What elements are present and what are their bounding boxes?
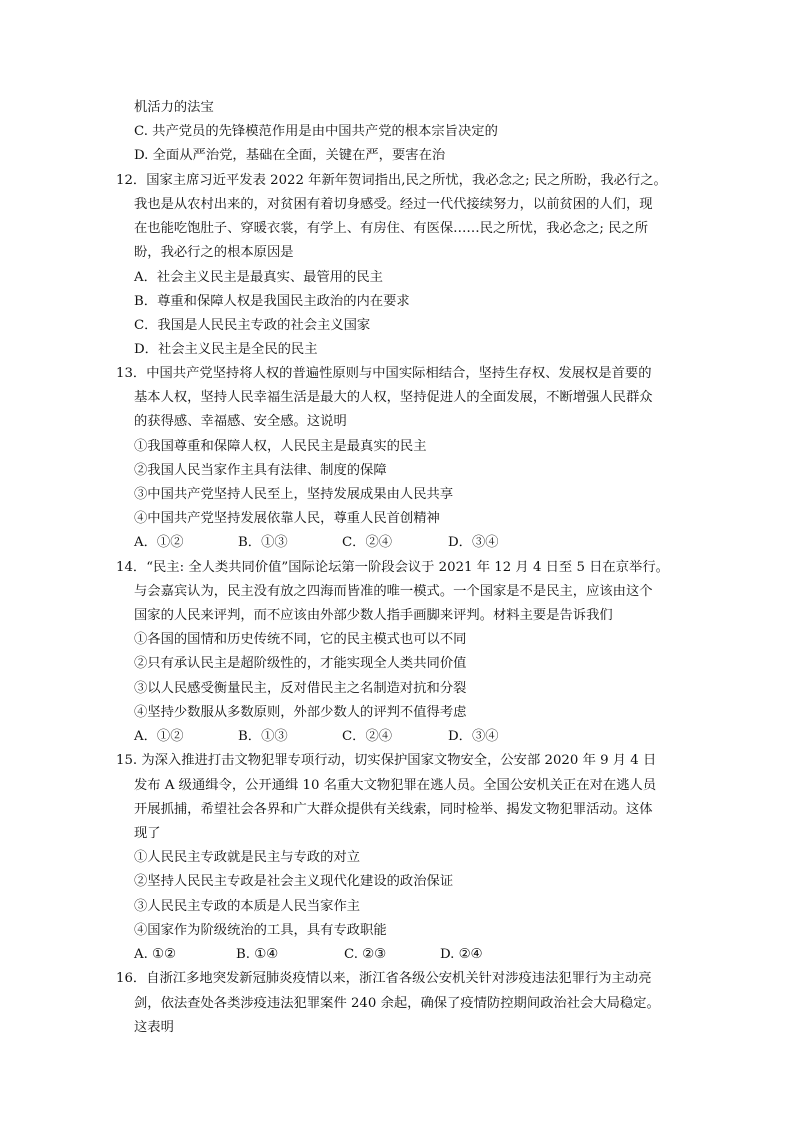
option-d: D. 全面从严治党，基础在全面，关键在严，要害在治 [134,148,446,163]
question-15-stem: 现了 [134,826,161,841]
question-13-stem: 13．中国共产党坚持将人权的普遍性原则与中国实际相结合，坚持生存权、发展权是首要的 [116,366,652,381]
option-b: B．①③ [238,729,288,744]
question-13-stem: 的获得感、幸福感、安全感。这说明 [134,414,347,429]
question-12-stem: 12．国家主席习近平发表 2022 年新年贺词指出,民之所忧，我必念之; 民之所盼，我必行之。 [116,173,667,188]
statement: ③中国共产党坚持人民至上，坚持发展成果由人民共享 [134,487,454,502]
option-c: C. 共产党员的先锋模范作用是由中国共产党的根本宗旨决定的 [134,124,498,139]
option-a: A．①② [134,729,184,744]
question-13-stem: 基本人权，坚持人民幸福生活是最大的人权，坚持促进人的全面发展，不断增强人民群众 [134,390,653,405]
answer-options [134,946,654,964]
option-c: C. ②③ [344,947,386,962]
option-c: C．②④ [342,729,393,744]
text-line: 机活力的法宝 [134,100,214,115]
statement: ①人民民主专政就是民主与专政的对立 [134,850,361,865]
question-15-stem: 发布 A 级通缉令，公开通缉 10 名重大文物犯罪在逃人员。全国公安机关正在对在逃人员 [134,778,657,793]
question-12-stem: 在也能吃饱肚子、穿暖衣裳，有学上、有房住、有医保……民之所忧，我必念之; 民之所 [134,221,648,236]
option-c: C．我国是人民民主专政的社会主义国家 [134,318,371,333]
option-b: B．尊重和保障人权是我国民主政治的内在要求 [134,294,410,309]
option-b: B. ①④ [236,947,279,962]
question-12-stem: 我也是从农村出来的，对贫困有着切身感受。经过一代代接续努力，以前贫困的人们，现 [134,197,653,212]
answer-options [134,534,654,552]
statement: ③人民民主专政的本质是人民当家作主 [134,899,361,914]
statement: ①我国尊重和保障人权，人民民主是最真实的民主 [134,439,427,454]
option-d: D. ②④ [440,947,483,962]
question-15-stem: 开展抓捕，希望社会各界和广大群众提供有关线索，同时检举、揭发文物犯罪活动。这体 [134,802,653,817]
question-14-stem: 与会嘉宾认为，民主没有放之四海而皆准的唯一模式。一个国家是不是民主，应该由这个 [134,584,653,599]
statement: ③以人民感受衡量民主，反对借民主之名制造对抗和分裂 [134,681,467,696]
option-a: A．社会主义民主是最真实、最管用的民主 [134,270,383,285]
question-14-stem: 14．“民主: 全人类共同价值”国际论坛第一阶段会议于 2021 年 12 月 4 日至 5 日在京举行。 [116,560,669,575]
answer-options [134,728,654,746]
statement: ①各国的国情和历史传统不同，它的民主模式也可以不同 [134,632,467,647]
statement: ②只有承认民主是超阶级性的，才能实现全人类共同价值 [134,656,467,671]
statement: ②我国人民当家作主具有法律、制度的保障 [134,463,387,478]
statement: ②坚持人民民主专政是社会主义现代化建设的政治保证 [134,874,454,889]
question-14-stem: 国家的人民来评判，而不应该由外部少数人指手画脚来评判。材料主要是告诉我们 [134,608,613,623]
statement: ④坚持少数服从多数原则，外部少数人的评判不值得考虑 [134,705,467,720]
statement: ④中国共产党坚持发展依靠人民，尊重人民首创精神 [134,511,440,526]
option-c: C．②④ [342,535,393,550]
question-15-stem: 15. 为深入推进打击文物犯罪专项行动，切实保护国家文物安全，公安部 2020 年 9 月 4 日 [116,753,657,768]
statement: ④国家作为阶级统治的工具，具有专政职能 [134,923,387,938]
question-16-stem: 这表明 [134,1020,174,1035]
option-a: A．①② [134,535,184,550]
option-d: D．③④ [448,729,499,744]
option-d: D．社会主义民主是全民的民主 [134,342,318,357]
option-a: A. ①② [134,947,176,962]
question-16-stem: 16．自浙江多地突发新冠肺炎疫情以来，浙江省各级公安机关针对涉疫违法犯罪行为主动亮 [116,971,652,986]
option-b: B．①③ [238,535,288,550]
option-d: D．③④ [448,535,499,550]
question-16-stem: 剑，依法查处各类涉疫违法犯罪案件 240 余起，确保了疫情防控期间政治社会大局稳定。 [134,996,660,1011]
question-12-stem: 盼，我必行之的根本原因是 [134,245,294,260]
